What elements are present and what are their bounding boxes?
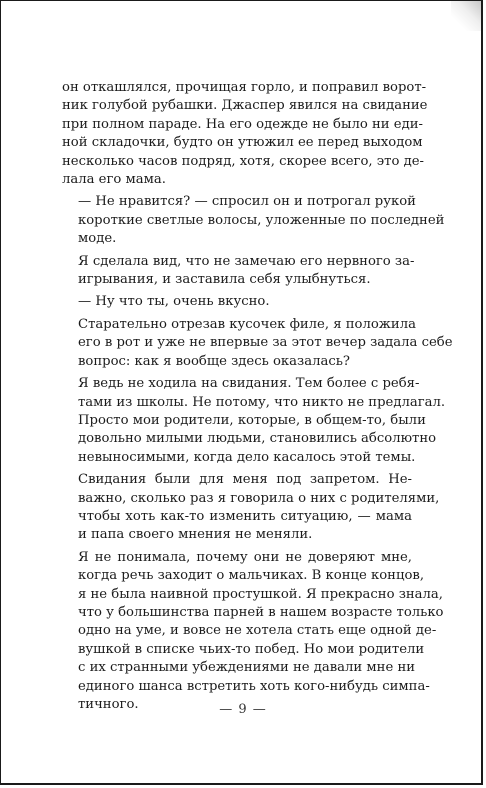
text-line: невыносимыми, когда дело касалось этой темы. [78, 449, 416, 465]
text-line: он откашлялся, прочищая горло, и поправил ворот- [62, 80, 427, 95]
paragraph [62, 549, 444, 715]
paragraph [62, 316, 453, 371]
text-line: игрывания, и заставила себя улыбнуться. [78, 272, 371, 288]
text-line: вушкой в списке чьих-то побед. Но мои родители [78, 641, 425, 657]
text-line: его в рот и уже не впервые за этот вечер задала себе [78, 335, 453, 351]
text-line: чтобы хоть как-то изменить ситуацию, — мама [78, 508, 412, 524]
text-line: одно на уме, и вовсе не хотела стать еще одной де- [78, 623, 437, 639]
text-line: ной складочки, будто он утюжил ее перед выходом [62, 135, 423, 151]
text-line: моде. [78, 231, 117, 247]
text-line: — Ну что ты, очень вкусно. [78, 294, 270, 310]
text-line: что у большинства парней в нашем возрасте только [78, 604, 444, 620]
text-line: Просто мои родители, которые, в общем-то, были [78, 412, 426, 428]
text-line: важно, сколько раз я говорила о них с родителями, [78, 490, 440, 506]
text-line: — Не нравится? — спросил он и потрогал рукой [78, 194, 416, 210]
text-line: я не была наивной простушкой. Я прекрасно знала, [78, 586, 443, 602]
text-line: Старательно отрезав кусочек филе, я положила [78, 316, 416, 332]
text-line: Я ведь не ходила на свидания. Тем более с ребя- [78, 376, 420, 392]
text-line: короткие светлые волосы, уложенные по последней [78, 212, 445, 228]
text-line: вопрос: как я вообще здесь оказалась? [78, 353, 350, 369]
page-number: — 9 — [219, 702, 267, 717]
text-line: с их странными убеждениями не давали мне ни [78, 660, 416, 676]
paragraph [62, 79, 428, 189]
text-line: единого шанса встретить хоть кого-нибудь симпа- [78, 678, 430, 694]
text-line: когда речь заходит о мальчиках. В конце концов, [78, 568, 425, 584]
paragraph [62, 253, 415, 290]
text-line: тами из школы. Не потому, что никто не предлагал. [78, 394, 446, 410]
text-line: Я сделала вид, что не замечаю его нервного за- [78, 253, 415, 269]
text-line: ник голубой рубашки. Джаспер явился на свидание [62, 98, 428, 114]
paragraph [62, 471, 440, 545]
text-line: Я не понимала, почему они не доверяют мне, [78, 549, 412, 565]
page-text-body [62, 79, 453, 714]
paragraph [62, 375, 446, 467]
paragraph [62, 293, 412, 311]
page-corner-shadow [451, 1, 481, 31]
text-line: лала его мама. [62, 172, 166, 188]
text-line: тичного. [78, 697, 139, 712]
text-line: Свидания были для меня под запретом. Не- [78, 472, 412, 488]
text-line: довольно милыми людьми, становились абсолютно [78, 431, 437, 447]
paragraph [62, 193, 445, 248]
text-line: и папа своего мнения не меняли. [78, 527, 313, 543]
text-line: при полном параде. На его одежде не было ни еди- [62, 116, 423, 132]
text-line: несколько часов подряд, хотя, скорее всего, это де- [62, 153, 424, 169]
